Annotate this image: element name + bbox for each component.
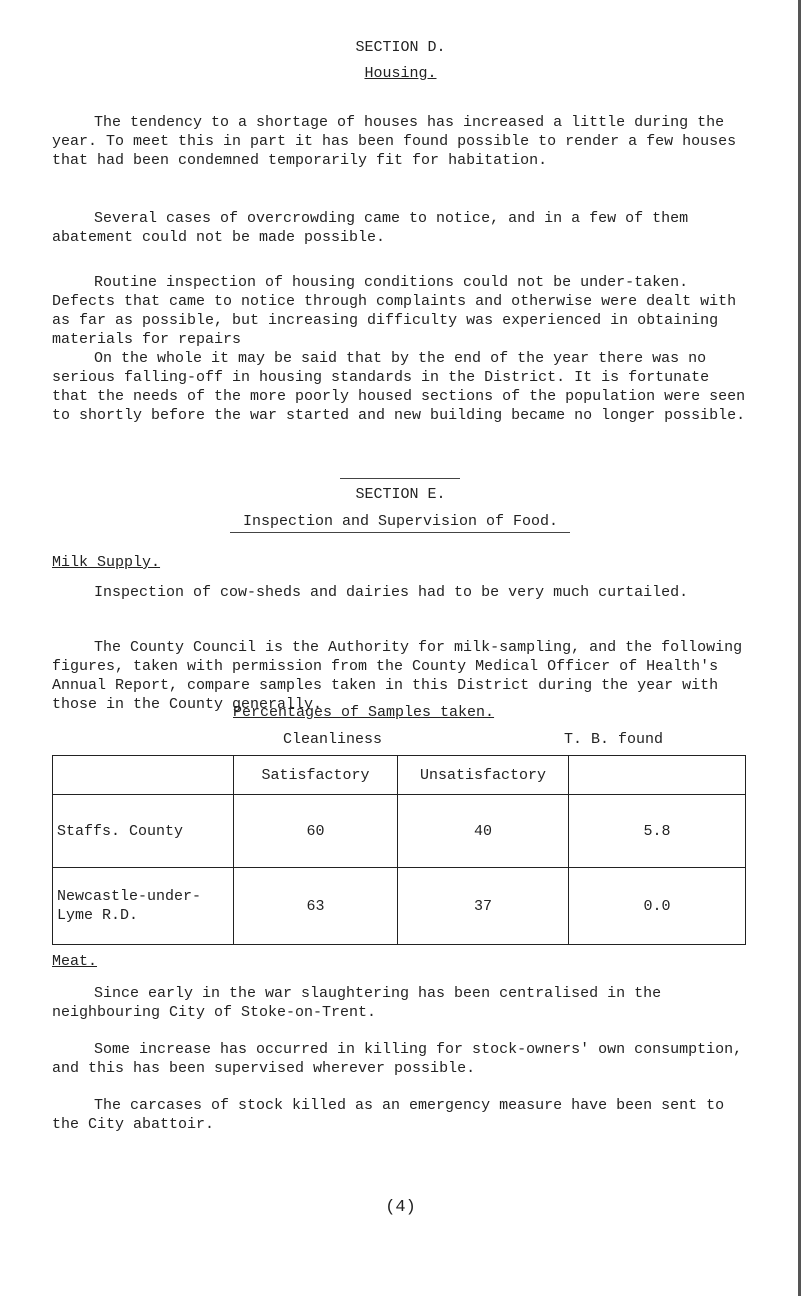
meat-paragraph-2: Some increase has occurred in killing for stock-owners' own consumption, and this has been supervised wherever possible. <box>52 1041 752 1077</box>
header-cell-unsatisfactory: Unsatisfactory <box>398 756 569 795</box>
row-tb-cell: 0.0 <box>569 868 746 945</box>
section-e-subtitle: Inspection and Supervision of Food. <box>242 513 559 530</box>
header-cell-area <box>53 756 234 795</box>
tb-found-label: T. B. found <box>564 731 664 748</box>
row-unsatisfactory-cell: 40 <box>398 795 569 868</box>
cleanliness-label: Cleanliness <box>283 731 383 748</box>
housing-paragraph-4: On the whole it may be said that by the end of the year there was no serious falling-off in housing standards in the District. It is fortunate that the needs of the more poorly housed sections of the population were seen to shortly before the war started and new building became no longer possible. <box>52 350 755 424</box>
row-area-cell: Staffs. County <box>53 795 234 868</box>
row-satisfactory-cell: 60 <box>234 795 398 868</box>
table-row <box>53 868 746 945</box>
milk-paragraph-1: Inspection of cow-sheds and dairies had to be very much curtailed. <box>94 584 689 601</box>
page-number: (4) <box>385 1198 416 1217</box>
header-cell-satisfactory: Satisfactory <box>234 756 398 795</box>
row-satisfactory-cell: 63 <box>234 868 398 945</box>
milk-paragraph-2: The County Council is the Authority for milk-sampling, and the following figures, taken with permission from the County Medical Officer of Health's Annual Report, compare samples taken in this District during the year with those in the County generally. <box>52 639 752 713</box>
housing-paragraph-1: The tendency to a shortage of houses has increased a little during the year. To meet this in part it has been found possible to render a few houses that had been condemned temporarily fit for habitation. <box>52 114 746 169</box>
section-divider <box>340 478 460 479</box>
milk-supply-heading: Milk Supply. <box>52 554 161 571</box>
meat-heading: Meat. <box>52 953 98 970</box>
milk-samples-table <box>52 755 746 945</box>
meat-paragraph-1: Since early in the war slaughtering has been centralised in the neighbouring City of Stoke-on-Trent. <box>52 985 671 1021</box>
row-tb-cell: 5.8 <box>569 795 746 868</box>
section-e-title: SECTION E. <box>355 486 446 503</box>
housing-paragraph-3: Routine inspection of housing conditions could not be under-taken. Defects that came to notice through complaints and otherwise were dealt with as far as possible, but increasing difficulty was experienced in obtaining materials for repairs <box>52 274 746 348</box>
subtitle-rule <box>230 532 570 533</box>
meat-paragraph-3: The carcases of stock killed as an emergency measure have been sent to the City abattoir. <box>52 1097 734 1133</box>
housing-paragraph-2: Several cases of overcrowding came to notice, and in a few of them abatement could not be made possible. <box>52 210 698 246</box>
section-d-title: SECTION D. <box>355 39 446 56</box>
section-d-subtitle: Housing. <box>364 65 437 82</box>
header-cell-tb <box>569 756 746 795</box>
table-title: Percentages of Samples taken. <box>233 704 495 721</box>
row-unsatisfactory-cell: 37 <box>398 868 569 945</box>
table-row <box>53 795 746 868</box>
table-header-row <box>53 756 746 795</box>
row-area-cell: Newcastle-under- Lyme R.D. <box>53 868 234 945</box>
